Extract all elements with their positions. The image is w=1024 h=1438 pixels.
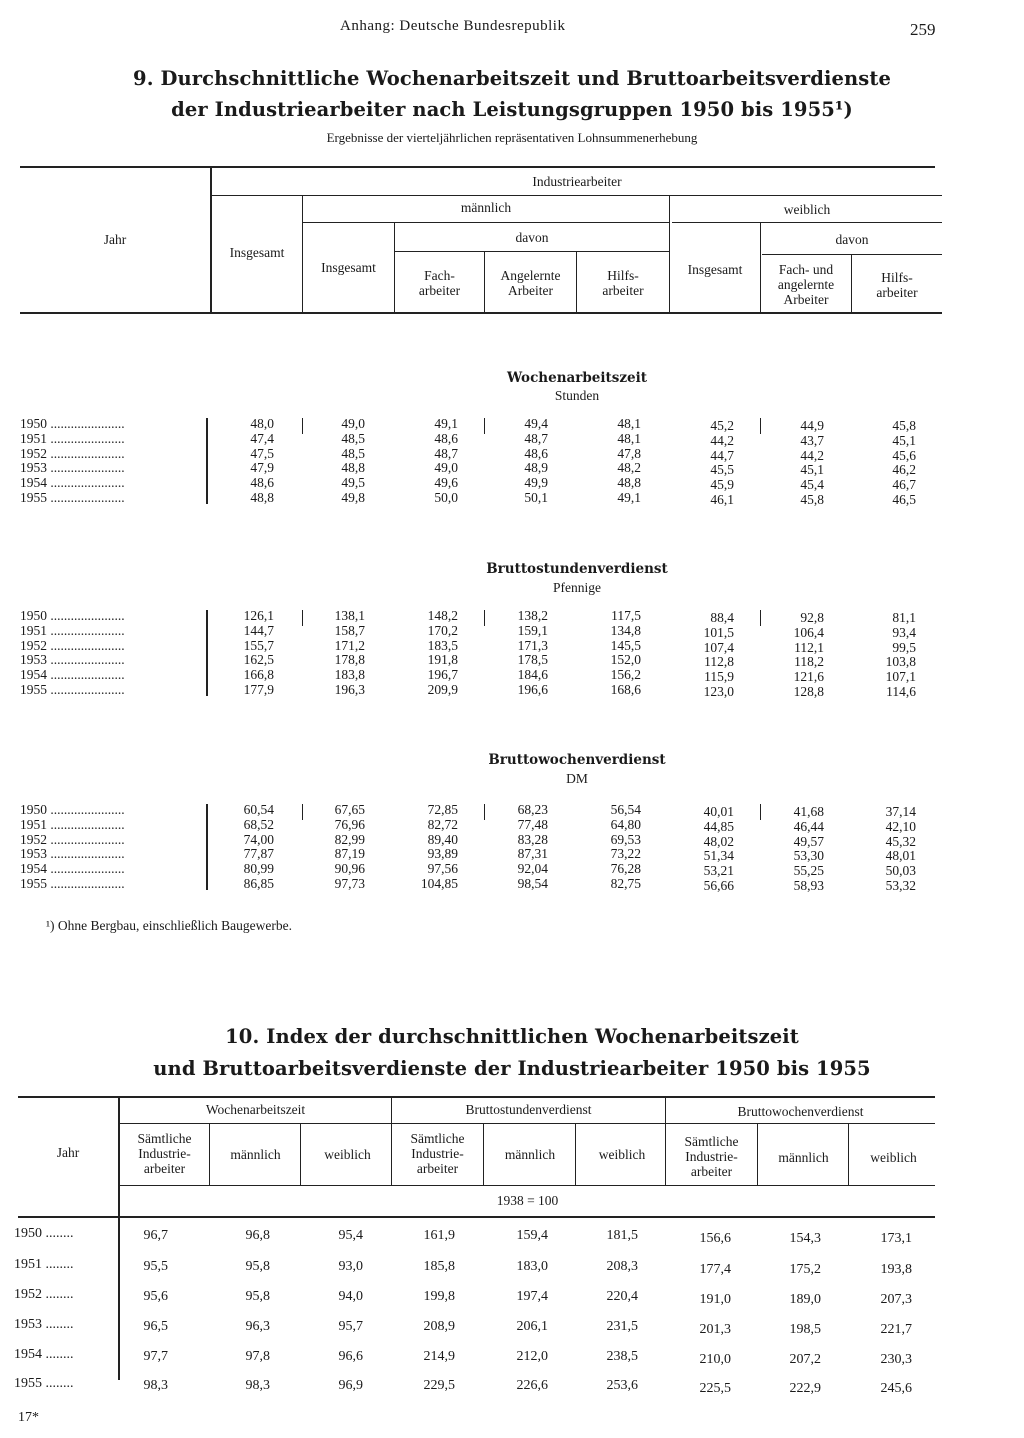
row-year: 1955 ........ (14, 1376, 74, 1391)
table-cell: 56,54 (610, 802, 641, 817)
col-w-insgesamt: Insgesamt (687, 262, 743, 277)
table-cell: 48,1 (617, 430, 641, 446)
table-cell: 48,2 (617, 460, 641, 476)
table-cell: 45,8 (800, 492, 824, 507)
table-cell: 49,8 (341, 490, 365, 505)
table-cell: 49,57 (793, 833, 824, 849)
t10-group-wochenarbeitszeit: Wochenarbeitszeit (205, 1102, 306, 1117)
table-cell: 95,5 (143, 1259, 168, 1274)
column-rule (206, 804, 208, 890)
column-rule (206, 610, 208, 696)
table-cell: 231,5 (606, 1319, 638, 1334)
table-cell: 48,1 (617, 416, 641, 431)
table-cell: 45,1 (800, 462, 824, 478)
table-cell: 67,65 (334, 802, 365, 817)
table-cell: 95,8 (245, 1259, 270, 1274)
table-cell: 43,7 (800, 432, 824, 448)
table-cell: 50,0 (434, 490, 458, 505)
table-cell: 45,9 (710, 477, 734, 493)
row-year: 1953 ...................... (20, 461, 125, 476)
table-cell: 64,80 (610, 816, 641, 832)
table-cell: 45,8 (892, 418, 916, 433)
table-cell: 101,5 (703, 624, 734, 640)
table-cell: 222,9 (789, 1381, 821, 1396)
table-cell: 48,5 (341, 445, 365, 461)
table-cell: 48,6 (250, 475, 274, 491)
table-cell: 229,5 (423, 1378, 455, 1393)
table-cell: 49,4 (524, 416, 548, 431)
table-cell: 123,0 (703, 684, 734, 699)
table9-stub-divider (210, 168, 212, 312)
table-cell: 50,1 (524, 490, 548, 505)
table-cell: 51,34 (703, 848, 734, 864)
col-w-hilfs: Hilfs- arbeiter (876, 270, 918, 300)
page-number: 259 (910, 20, 936, 39)
running-head: Anhang: Deutsche Bundesrepublik (340, 18, 566, 34)
col-m-insgesamt: Insgesamt (321, 260, 376, 275)
table-cell: 92,04 (517, 861, 548, 877)
t10-sub-saemtliche-industriearbeiter: Sämtliche Industrie- arbeiter (137, 1131, 192, 1176)
rule-industriearbeiter (212, 195, 942, 196)
table-cell: 206,1 (516, 1319, 548, 1334)
column-rule (760, 418, 761, 434)
table-cell: 152,0 (610, 652, 641, 668)
column-rule (302, 418, 303, 434)
row-year: 1951 ........ (14, 1257, 74, 1272)
table-cell: 87,19 (334, 846, 365, 862)
row-year: 1955 ...................... (20, 491, 125, 505)
t10-sub-weiblich: weiblich (870, 1150, 917, 1165)
table-cell: 44,2 (710, 432, 734, 448)
table9-header-bottom-rule (20, 312, 942, 314)
col-facharbeiter: Fach- arbeiter (418, 268, 461, 298)
t10-col-jahr: Jahr (56, 1145, 80, 1160)
table-cell: 45,1 (892, 432, 916, 448)
section-unit: Stunden (554, 388, 600, 403)
table-cell: 185,8 (423, 1259, 455, 1274)
table-cell: 99,5 (892, 639, 916, 655)
table-cell: 50,03 (885, 863, 916, 879)
table-cell: 37,14 (885, 804, 916, 819)
table-cell: 56,66 (703, 878, 734, 893)
table-cell: 94,0 (338, 1289, 363, 1304)
rule-davon-w (762, 254, 942, 255)
table-cell: 225,5 (699, 1381, 731, 1396)
table-cell: 46,44 (793, 818, 824, 834)
table-cell: 181,5 (606, 1228, 638, 1243)
table-cell: 46,1 (710, 492, 734, 507)
table-cell: 196,6 (517, 682, 548, 697)
table-cell: 48,8 (341, 460, 365, 476)
t10-group-bruttostunden: Bruttostundenverdienst (465, 1102, 592, 1117)
table-cell: 97,7 (143, 1349, 168, 1364)
row-year: 1951 ...................... (20, 817, 125, 832)
row-year: 1953 ...................... (20, 847, 125, 862)
table-cell: 48,9 (524, 460, 548, 476)
table-cell: 95,7 (338, 1319, 363, 1334)
row-year: 1953 ........ (14, 1317, 74, 1332)
table-cell: 175,2 (789, 1262, 821, 1277)
t10-sub-saemtliche-industriearbeiter: Sämtliche Industrie- arbeiter (410, 1131, 465, 1176)
section-unit: Pfennige (553, 580, 601, 595)
table-cell: 138,1 (334, 608, 365, 623)
table-cell: 89,40 (427, 831, 458, 847)
table-cell: 191,0 (699, 1292, 731, 1307)
table-cell: 103,8 (885, 654, 916, 670)
table-cell: 201,3 (699, 1322, 731, 1337)
table-cell: 184,6 (517, 667, 548, 683)
table-cell: 148,2 (427, 608, 458, 623)
table9-subtitle: Ergebnisse der vierteljährlichen repräsentativen Lohnsummenerhebung (326, 130, 698, 145)
table-cell: 77,48 (517, 816, 548, 832)
table-cell: 177,4 (699, 1262, 731, 1277)
table9-vline (669, 196, 670, 312)
table-cell: 69,53 (610, 831, 641, 847)
table-cell: 93,4 (892, 624, 916, 640)
table-cell: 88,4 (710, 610, 734, 625)
column-rule (484, 804, 485, 820)
table-cell: 220,4 (606, 1289, 638, 1304)
table-cell: 44,2 (800, 447, 824, 463)
table-cell: 96,3 (245, 1319, 270, 1334)
t10-sub-maennlich: männlich (778, 1150, 829, 1165)
table-cell: 82,99 (334, 831, 365, 847)
row-year: 1952 ...................... (20, 638, 125, 653)
table10-top-rule (18, 1096, 935, 1098)
table-cell: 82,75 (610, 876, 641, 891)
table-cell: 97,8 (245, 1349, 270, 1364)
table-cell: 178,5 (517, 652, 548, 668)
table-cell: 45,5 (710, 462, 734, 478)
table-cell: 53,32 (885, 878, 916, 893)
table-cell: 104,85 (420, 876, 458, 891)
table10-header-bottom-rule (18, 1216, 935, 1218)
table-cell: 46,5 (892, 492, 916, 507)
col-weiblich: weiblich (783, 202, 831, 217)
col-hilfsarbeiter: Hilfs- arbeiter (602, 268, 644, 298)
table-cell: 77,87 (243, 846, 274, 862)
table-cell: 53,30 (793, 848, 824, 864)
table-cell: 198,5 (789, 1322, 821, 1337)
section-title: Bruttostundenverdienst (486, 561, 668, 577)
row-year: 1955 ...................... (20, 683, 125, 697)
table-cell: 245,6 (880, 1381, 912, 1396)
col-w-fach: Fach- und angelernte Arbeiter (777, 262, 835, 307)
table-cell: 183,5 (427, 637, 458, 653)
table-cell: 46,7 (892, 477, 916, 493)
table-cell: 117,5 (611, 608, 641, 623)
table9-title-line2: der Industriearbeiter nach Leistungsgruppen 1950 bis 1955¹) (171, 98, 853, 121)
table-cell: 158,7 (334, 622, 365, 638)
row-year: 1952 ........ (14, 1287, 74, 1302)
table-cell: 68,52 (243, 816, 274, 832)
table10-title-line1: 10. Index der durchschnittlichen Wochenarbeitszeit (225, 1025, 799, 1048)
col-maennlich: männlich (460, 200, 512, 215)
table-cell: 166,8 (243, 667, 274, 683)
table-cell: 90,96 (334, 861, 365, 877)
table-cell: 96,8 (245, 1228, 270, 1243)
table-cell: 47,4 (250, 430, 274, 446)
table-cell: 96,9 (338, 1378, 363, 1393)
table-cell: 45,4 (800, 477, 824, 493)
table-cell: 41,68 (793, 804, 824, 819)
table-cell: 197,4 (516, 1289, 548, 1304)
table-cell: 48,7 (434, 445, 458, 461)
table-cell: 171,3 (517, 637, 548, 653)
t10-sub-maennlich: männlich (230, 1147, 281, 1162)
table-cell: 191,8 (427, 652, 458, 668)
table-cell: 230,3 (880, 1352, 912, 1367)
table-cell: 40,01 (703, 804, 734, 819)
table-cell: 107,1 (885, 669, 916, 685)
table-cell: 107,4 (703, 639, 734, 655)
row-year: 1952 ...................... (20, 446, 125, 461)
col-industriearbeiter: Industriearbeiter (532, 174, 622, 189)
table-cell: 48,7 (524, 430, 548, 446)
table-cell: 42,10 (885, 818, 916, 834)
section-unit: DM (566, 771, 588, 786)
table-cell: 44,7 (710, 447, 734, 463)
table-cell: 72,85 (427, 802, 458, 817)
table-cell: 159,1 (517, 622, 548, 638)
table10-title-line2: und Bruttoarbeitsverdienste der Industriearbeiter 1950 bis 1955 (153, 1057, 871, 1080)
table-cell: 212,0 (516, 1349, 548, 1364)
table-cell: 53,21 (703, 863, 734, 879)
table-cell: 49,5 (341, 475, 365, 491)
t10-base: 1938 = 100 (496, 1193, 559, 1208)
table-cell: 154,3 (789, 1231, 821, 1246)
row-year: 1953 ...................... (20, 653, 125, 668)
table-cell: 97,56 (427, 861, 458, 877)
table-cell: 95,6 (143, 1289, 168, 1304)
t10-sub-saemtliche-industriearbeiter: Sämtliche Industrie- arbeiter (684, 1134, 739, 1179)
table-cell: 58,93 (793, 878, 824, 893)
footnote: ¹) Ohne Bergbau, einschließlich Baugewerbe. (46, 918, 292, 933)
row-year: 1950 ........ (14, 1226, 74, 1241)
column-rule (484, 610, 485, 626)
table-cell: 87,31 (517, 846, 548, 862)
table-cell: 49,1 (617, 490, 641, 505)
table-cell: 48,6 (434, 430, 458, 446)
table-cell: 118,2 (794, 654, 824, 670)
table-cell: 97,73 (334, 876, 365, 891)
table-cell: 47,9 (250, 460, 274, 476)
table-cell: 199,8 (423, 1289, 455, 1304)
table-cell: 155,7 (243, 637, 274, 653)
rule-weiblich (672, 222, 942, 223)
row-year: 1955 ...................... (20, 877, 125, 891)
table-cell: 98,3 (245, 1378, 270, 1393)
table-cell: 238,5 (606, 1349, 638, 1364)
table-cell: 73,22 (610, 846, 641, 862)
table-cell: 144,7 (243, 622, 274, 638)
table-cell: 83,28 (517, 831, 548, 847)
table-cell: 49,9 (524, 475, 548, 491)
table10-sub-rule (120, 1185, 935, 1186)
rule-maennlich (302, 222, 669, 223)
table-cell: 92,8 (800, 610, 824, 625)
table-cell: 209,9 (427, 682, 458, 697)
table-cell: 221,7 (880, 1322, 912, 1337)
table-cell: 48,02 (703, 833, 734, 849)
table-cell: 112,8 (704, 654, 734, 670)
row-year: 1954 ...................... (20, 476, 125, 491)
t10-sub-maennlich: männlich (504, 1147, 556, 1162)
table-cell: 45,32 (885, 833, 916, 849)
table-cell: 74,00 (243, 831, 274, 847)
t10-sub-weiblich: weiblich (324, 1147, 371, 1162)
t10-sub-weiblich: weiblich (598, 1147, 646, 1162)
col-davon-m: davon (515, 230, 549, 245)
table-cell: 49,6 (434, 475, 458, 491)
table-cell: 183,8 (334, 667, 365, 683)
t10-group-bruttowochen: Bruttowochenverdienst (737, 1104, 864, 1119)
table-cell: 48,6 (524, 445, 548, 461)
table-cell: 208,3 (606, 1259, 638, 1274)
row-year: 1950 ...................... (20, 609, 125, 623)
table-cell: 161,9 (423, 1228, 455, 1243)
table-cell: 48,5 (341, 430, 365, 446)
row-year: 1951 ...................... (20, 431, 125, 446)
table-cell: 96,7 (143, 1228, 168, 1243)
table-cell: 80,99 (243, 861, 274, 877)
col-insgesamt: Insgesamt (229, 245, 285, 260)
table-cell: 189,0 (789, 1292, 821, 1307)
column-rule (302, 610, 303, 626)
table-cell: 44,9 (800, 418, 824, 433)
table-cell: 156,6 (699, 1231, 731, 1246)
table-cell: 48,8 (250, 490, 274, 505)
table-cell: 156,2 (610, 667, 641, 683)
table-cell: 96,6 (338, 1349, 363, 1364)
table-cell: 44,85 (703, 818, 734, 834)
table-cell: 81,1 (892, 610, 916, 625)
table-cell: 47,5 (250, 445, 274, 461)
table-cell: 159,4 (516, 1228, 548, 1243)
table-cell: 47,8 (617, 445, 641, 461)
table-cell: 82,72 (427, 816, 458, 832)
table-cell: 95,8 (245, 1289, 270, 1304)
col-davon-w: davon (835, 232, 869, 247)
table-cell: 207,3 (880, 1292, 912, 1307)
table-cell: 76,28 (610, 861, 641, 877)
table-cell: 60,54 (243, 802, 274, 817)
section-title: Bruttowochenverdienst (488, 752, 666, 768)
table-cell: 93,89 (427, 846, 458, 862)
row-year: 1952 ...................... (20, 832, 125, 847)
table-cell: 55,25 (793, 863, 824, 879)
table-cell: 193,8 (880, 1262, 912, 1277)
table-cell: 49,0 (434, 460, 458, 476)
table-cell: 128,8 (793, 684, 824, 699)
table-cell: 253,6 (606, 1378, 638, 1393)
table-cell: 168,6 (610, 682, 641, 697)
table-cell: 49,1 (434, 416, 458, 431)
table-cell: 106,4 (793, 624, 824, 640)
table-cell: 207,2 (789, 1352, 821, 1367)
table-cell: 173,1 (880, 1231, 912, 1246)
table-cell: 46,2 (892, 462, 916, 478)
table9-top-rule (20, 166, 935, 168)
table-cell: 183,0 (516, 1259, 548, 1274)
table-cell: 162,5 (243, 652, 274, 668)
table-cell: 208,9 (423, 1319, 455, 1334)
table-cell: 196,3 (334, 682, 365, 697)
col-angelernte: Angelernte Arbeiter (500, 268, 561, 298)
table-cell: 86,85 (243, 876, 274, 891)
row-year: 1950 ...................... (20, 417, 125, 431)
table-cell: 226,6 (516, 1378, 548, 1393)
table10-group-rule (120, 1123, 935, 1124)
table-cell: 214,9 (423, 1349, 455, 1364)
table-cell: 45,6 (892, 447, 916, 463)
table-cell: 210,0 (699, 1352, 731, 1367)
table-cell: 134,8 (610, 622, 641, 638)
table-cell: 177,9 (243, 682, 274, 697)
signature-mark: 17* (18, 1410, 39, 1425)
row-year: 1954 ...................... (20, 668, 125, 683)
table-cell: 49,0 (341, 416, 365, 431)
table-cell: 126,1 (243, 608, 274, 623)
table-cell: 68,23 (517, 802, 548, 817)
table-cell: 138,2 (517, 608, 548, 623)
table-cell: 98,3 (143, 1378, 168, 1393)
table-cell: 115,9 (704, 669, 734, 685)
column-rule (206, 418, 208, 504)
table-cell: 76,96 (334, 816, 365, 832)
table-cell: 48,0 (250, 416, 274, 431)
column-rule (484, 418, 485, 434)
table-cell: 98,54 (517, 876, 548, 891)
table-cell: 93,0 (338, 1259, 363, 1274)
rule-davon-m (395, 251, 669, 252)
section-title: Wochenarbeitszeit (507, 370, 647, 386)
row-year: 1951 ...................... (20, 623, 125, 638)
table-cell: 96,5 (143, 1319, 168, 1334)
col-jahr: Jahr (103, 232, 127, 247)
row-year: 1954 ...................... (20, 862, 125, 877)
table-cell: 170,2 (427, 622, 458, 638)
column-rule (760, 804, 761, 820)
table-cell: 178,8 (334, 652, 365, 668)
table-cell: 121,6 (793, 669, 824, 685)
table-cell: 48,8 (617, 475, 641, 491)
table-cell: 112,1 (794, 639, 824, 655)
row-year: 1954 ........ (14, 1347, 74, 1362)
table-cell: 48,01 (885, 848, 916, 864)
table-cell: 171,2 (334, 637, 365, 653)
table-cell: 45,2 (710, 418, 734, 433)
table9-title-line1: 9. Durchschnittliche Wochenarbeitszeit und Bruttoarbeitsverdienste (133, 67, 891, 90)
row-year: 1950 ...................... (20, 803, 125, 817)
table-cell: 196,7 (427, 667, 458, 683)
column-rule (302, 804, 303, 820)
table-cell: 145,5 (610, 637, 641, 653)
table-cell: 95,4 (338, 1228, 363, 1243)
column-rule (760, 610, 761, 626)
table-cell: 114,6 (886, 684, 916, 699)
